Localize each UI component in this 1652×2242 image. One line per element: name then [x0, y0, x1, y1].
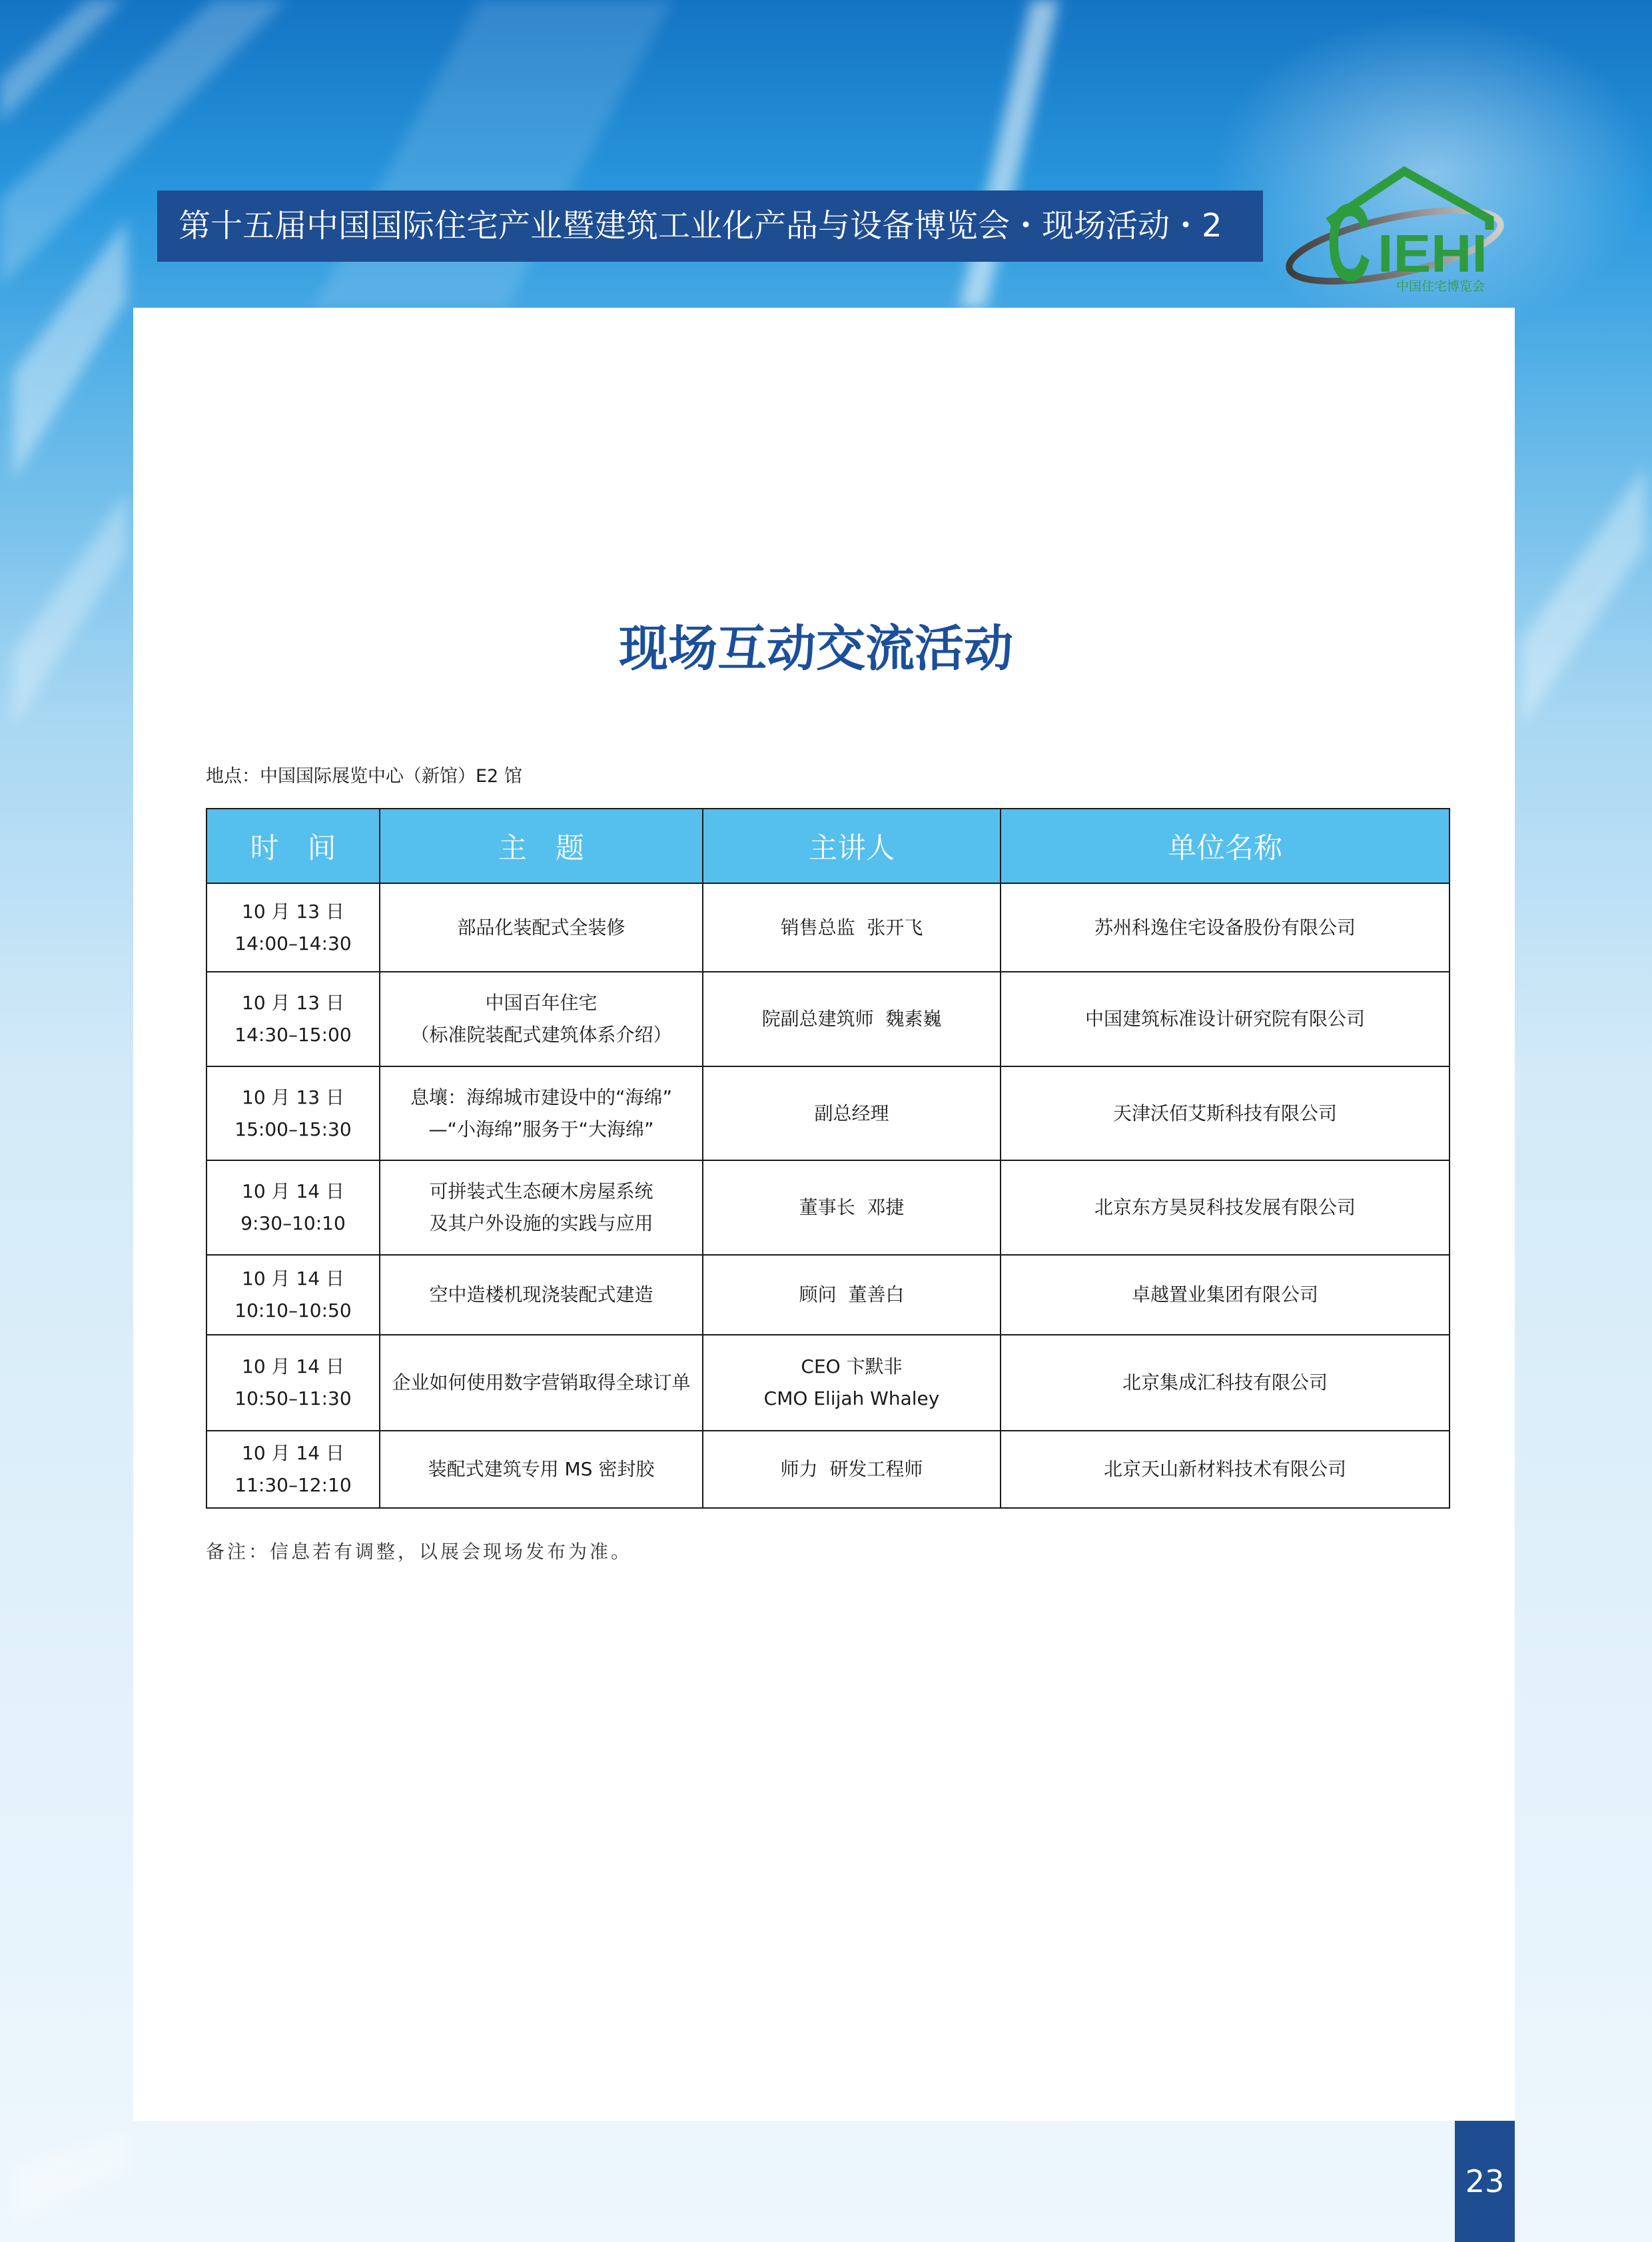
topic-cell: [380, 972, 703, 1066]
logo-letters: IEHI: [1378, 224, 1487, 283]
topic-line: （标准院装配式建筑体系介绍）: [410, 1024, 672, 1046]
date-line: 10 月 14 日: [242, 1442, 344, 1464]
time-range: 9:30–10:10: [240, 1212, 346, 1234]
page-title: 现场互动交流活动: [619, 620, 1013, 677]
time-range: 15:00–15:30: [234, 1118, 352, 1140]
company-line: 北京天山新材料技术有限公司: [1103, 1458, 1346, 1480]
company-cell: [1001, 1066, 1449, 1160]
column-header-company: 单位名称: [1001, 809, 1449, 883]
topic-cell: [380, 883, 703, 972]
company-cell: [1001, 1255, 1449, 1335]
header-title: 第十五届中国国际住宅产业暨建筑工业化产品与设备博览会・现场活动・2: [179, 207, 1222, 244]
speaker-cell: [703, 1335, 1001, 1431]
table-row: [206, 1431, 1449, 1508]
company-cell: [1001, 1335, 1449, 1431]
topic-cell: [380, 1431, 703, 1508]
table-row: [206, 972, 1449, 1066]
table-row: [206, 1160, 1449, 1255]
company-line: 中国建筑标准设计研究院有限公司: [1084, 1008, 1365, 1030]
speaker-line: CEO 卞默非: [801, 1355, 903, 1377]
speaker-cell: [703, 1431, 1001, 1508]
topic-line: 中国百年住宅: [485, 992, 598, 1014]
page-number-box: [1455, 2121, 1515, 2242]
time-range: 11:30–12:10: [234, 1474, 352, 1496]
company-cell: [1001, 972, 1449, 1066]
header-bar: [157, 190, 1263, 262]
speaker-line: 董事长 邓捷: [799, 1196, 905, 1218]
speaker-cell: [703, 1160, 1001, 1255]
company-line: 天津沃佰艾斯科技有限公司: [1112, 1102, 1337, 1124]
speaker-line: CMO Elijah Whaley: [763, 1387, 940, 1409]
column-header-speaker: 主讲人: [703, 809, 1001, 883]
date-line: 10 月 13 日: [242, 1086, 344, 1108]
topic-line: 部品化装配式全装修: [457, 916, 625, 938]
time-cell: [206, 1066, 380, 1160]
schedule-table: [206, 808, 1450, 1509]
company-line: 卓越置业集团有限公司: [1131, 1284, 1318, 1306]
speaker-cell: [703, 1255, 1001, 1335]
date-line: 10 月 14 日: [242, 1355, 344, 1377]
table-row: [206, 1066, 1449, 1160]
topic-cell: [380, 1066, 703, 1160]
column-header-topic: 主 题: [380, 809, 703, 883]
time-cell: [206, 883, 380, 972]
speaker-cell: [703, 972, 1001, 1066]
speaker-cell: [703, 1066, 1001, 1160]
date-line: 10 月 13 日: [242, 992, 344, 1014]
company-cell: [1001, 1431, 1449, 1508]
time-cell: [206, 1255, 380, 1335]
footnote: 备注：信息若有调整，以展会现场发布为准。: [206, 1541, 633, 1563]
cihei-logo: [1280, 165, 1509, 293]
time-cell: [206, 1160, 380, 1255]
time-range: 14:30–15:00: [234, 1024, 352, 1046]
page-number: 23: [1465, 2163, 1505, 2199]
table-row: [206, 1255, 1449, 1335]
date-line: 10 月 14 日: [242, 1180, 344, 1202]
logo-subtitle: 中国住宅博览会: [1396, 279, 1485, 293]
column-header-time: 时 间: [206, 809, 380, 883]
topic-line: 装配式建筑专用 MS 密封胶: [428, 1458, 655, 1480]
table-header-row: [206, 809, 1449, 883]
speaker-line: 副总经理: [814, 1102, 889, 1124]
topic-line: 及其户外设施的实践与应用: [429, 1212, 653, 1234]
company-cell: [1001, 1160, 1449, 1255]
topic-line: 可拼装式生态硬木房屋系统: [429, 1180, 653, 1202]
topic-line: 息壤：海绵城市建设中的“海绵”: [410, 1086, 672, 1108]
topic-line: 空中造楼机现浇装配式建造: [429, 1284, 653, 1306]
speaker-line: 销售总监 张开飞: [780, 916, 923, 938]
topic-cell: [380, 1160, 703, 1255]
speaker-line: 院副总建筑师 魏素巍: [761, 1008, 942, 1030]
logo-initial: C: [1327, 181, 1371, 293]
time-range: 10:10–10:50: [234, 1300, 352, 1321]
speaker-line: 师力 研发工程师: [780, 1458, 923, 1480]
company-line: 北京东方昊炅科技发展有限公司: [1094, 1196, 1356, 1218]
company-line: 苏州科逸住宅设备股份有限公司: [1094, 916, 1356, 938]
topic-line: —“小海绵”服务于“大海绵”: [428, 1118, 654, 1140]
speaker-cell: [703, 883, 1001, 972]
topic-cell: [380, 1255, 703, 1335]
time-cell: [206, 1335, 380, 1431]
topic-cell: [380, 1335, 703, 1431]
time-range: 14:00–14:30: [234, 932, 352, 954]
time-cell: [206, 972, 380, 1066]
company-line: 北京集成汇科技有限公司: [1122, 1371, 1328, 1393]
table-row: [206, 883, 1449, 972]
time-range: 10:50–11:30: [234, 1387, 352, 1409]
table-row: [206, 1335, 1449, 1431]
event-location: 地点：中国国际展览中心（新馆）E2 馆: [206, 766, 522, 787]
date-line: 10 月 14 日: [242, 1268, 344, 1290]
speaker-line: 顾问 董善白: [799, 1284, 905, 1306]
company-cell: [1001, 883, 1449, 972]
date-line: 10 月 13 日: [242, 900, 344, 923]
time-cell: [206, 1431, 380, 1508]
topic-line: 企业如何使用数字营销取得全球订单: [392, 1371, 691, 1393]
